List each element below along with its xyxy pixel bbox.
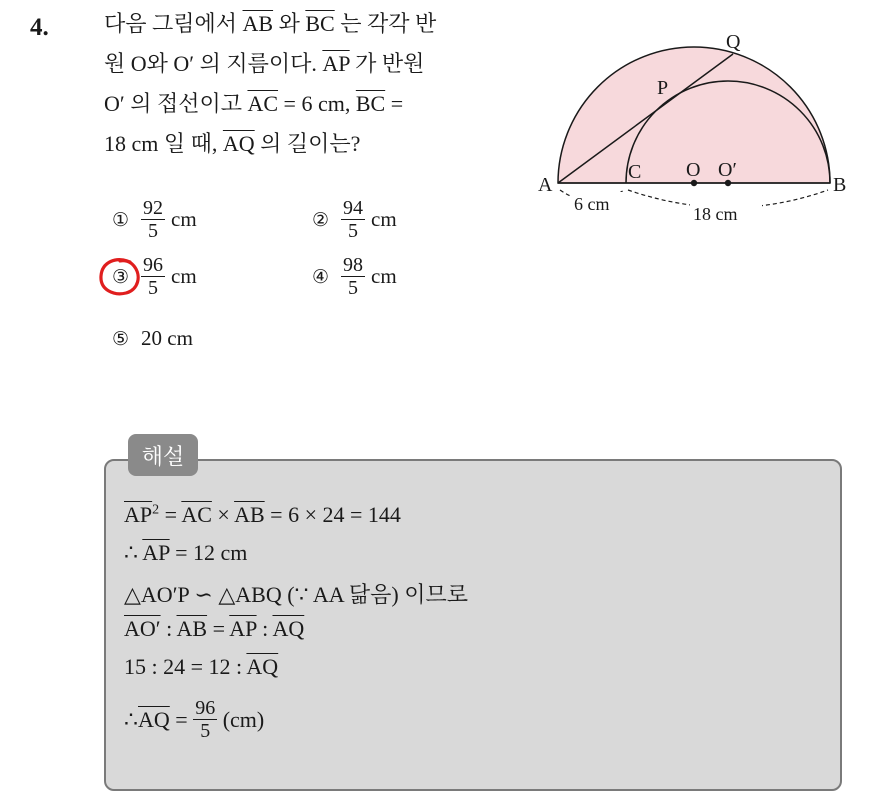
fraction: $\frac{96}{5}$ [195,697,216,742]
segment-aq: $\overline{AQ}$ [138,706,170,732]
label-o: O [686,159,701,181]
question-number: 4. [30,14,49,41]
label-o-prime: O′ [718,159,737,181]
unit-label: cm [171,264,197,288]
segment-aq: $\overline{AQ}$ [272,616,305,641]
question-line-1 [104,10,436,38]
choice-2[interactable] [312,197,397,242]
solution-line-4: AO′ : $\overline{AB} = \overline{AP}$ : $\overline{AQ}$ [124,616,305,641]
label-b: B [833,174,847,196]
question-line-4 [104,130,360,158]
solution-line-3: △AO′P ∽ △ABQ (∵ AA 닮음) 이므로 [124,582,468,607]
segment-bc: $\overline{BC}$ [355,91,386,116]
fraction: $\frac{94}{5}$ [343,197,364,242]
choice-1[interactable] [112,197,197,242]
segment-ac: $\overline{AC}$ [181,502,212,527]
question-text: 와 [273,11,306,36]
segment-ap: $\overline{AP}$ [142,540,170,565]
label-6cm: 6 cm [574,194,610,214]
exponent: 2 [152,502,160,518]
segment-ab: $\overline{AB}$ [176,616,208,641]
segment-ab: $\overline{AB}$ [234,502,265,527]
question-text: = [385,91,404,116]
label-18cm: 18 cm [693,204,738,224]
unit-label: cm [171,207,197,231]
choice-5[interactable] [112,326,193,351]
segment-bc: $\overline{BC}$ [305,11,335,36]
question-text: O′ 의 접선이고 [104,91,248,116]
solution-line-6: ∴ $\overline{AQ}$ = $\frac{96}{5}$ (cm) [124,697,265,742]
fraction: $\frac{96}{5}$ [143,254,164,299]
segment-ap: $\overline{AP}$ [124,502,153,527]
segment-ap: $\overline{AP}$ [229,616,257,641]
label-q: Q [726,31,741,53]
label-a: A [538,174,553,196]
question-line-3 [104,90,403,118]
segment-ac: $\overline{AC}$ [247,91,279,116]
selected-answer-circle [96,254,148,300]
segment-aq: $\overline{AQ}$ [222,131,255,156]
unit-label: cm [371,207,397,231]
solution-line-2: ∴ $\overline{AP} = 12$ cm [124,540,248,565]
question-text: 의 길이는? [254,131,361,156]
solution-line-5: 15 : 24 = 12 : $\overline{AQ}$ [124,654,279,679]
solution-line-1: $\overline{AP}^2 = \overline{AC} \times \overline{AB} = 6 \times 24 = 144$ [124,502,401,527]
segment-aq: $\overline{AQ}$ [246,654,279,679]
choice-marker: ⑤ [112,327,130,350]
segment-ap: $\overline{AP}$ [322,51,350,76]
fraction: $\frac{92}{5}$ [143,197,164,242]
choice-text: 20 cm [141,326,193,350]
question-text: = 6 cm, [278,91,356,116]
solution-tag: 해설 [128,434,198,476]
choice-marker: ③ [112,265,130,288]
question-text: 원 O와 O′ 의 지름이다. [104,51,323,76]
label-p: P [657,77,669,99]
question-text: 18 cm 일 때, [104,131,223,156]
question-text: 다음 그림에서 [104,11,243,36]
question-text: 가 반원 [349,51,425,76]
question-line-2 [104,50,424,78]
fraction: $\frac{98}{5}$ [343,254,364,299]
choice-marker: ② [312,208,330,231]
semicircle-figure [530,20,860,235]
choice-4[interactable] [312,254,397,299]
question-text: 는 각각 반 [334,11,437,36]
unit-label: cm [371,264,397,288]
label-c: C [628,161,642,183]
choice-marker: ④ [312,265,330,288]
segment-ao-prime: AO′ [124,616,161,641]
choice-marker: ① [112,208,130,231]
segment-ab: $\overline{AB}$ [242,11,274,36]
